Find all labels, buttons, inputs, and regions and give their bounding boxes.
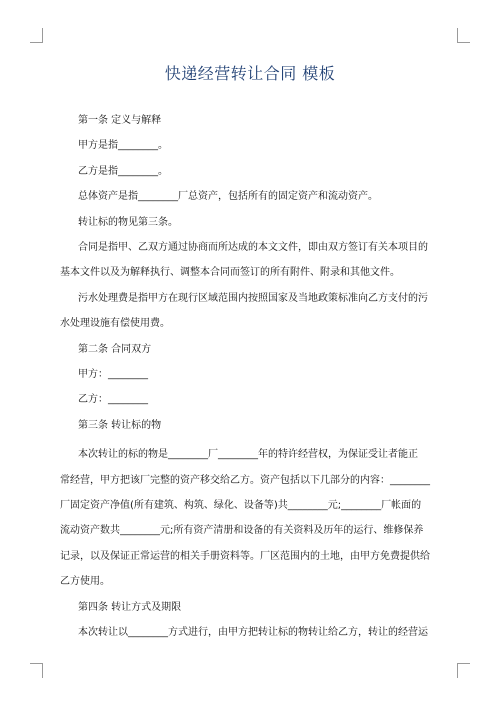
body-line: 污水处理费是指甲方在现行区域范围内按照国家及当地政策标准向乙方支付的污 (78, 292, 428, 304)
body-line: 流动资产数共________元;所有资产清册和设备的有关资料及历年的运行、维修保养 (60, 525, 424, 537)
body-line: 第二条 合同双方 (78, 343, 152, 355)
body-line: 水处理设施有偿使用费。 (60, 318, 170, 330)
crop-mark-top-right (457, 28, 470, 43)
crop-mark-bottom-left (30, 663, 43, 678)
body-line: 乙方使用。 (60, 576, 110, 588)
body-line: 记录，以及保证正常运营的相关手册资料等。厂区范围内的土地，由甲方免费提供给 (60, 550, 430, 562)
body-line: 乙方是指________。 (78, 165, 168, 177)
body-line: 总体资产是指________厂总资产，包括所有的固定资产和流动资产。 (78, 191, 378, 203)
body-line: 基本文件以及为解释执行、调整本合同而签订的所有附件、附录和其他文件。 (60, 267, 400, 279)
body-line: 转让标的物见第三条。 (78, 216, 178, 228)
document-body (60, 108, 446, 645)
body-line: 第一条 定义与解释 (78, 115, 162, 126)
crop-mark-bottom-right (457, 663, 470, 678)
body-line: 乙方：________ (78, 394, 148, 406)
body-line: 甲方：________ (78, 368, 148, 380)
body-line: 甲方是指________。 (78, 140, 168, 152)
body-line: 第三条 转让标的物 (78, 419, 162, 431)
body-line: 常经营，甲方把该厂完整的资产移交给乙方。资产包括以下几部分的内容：________ (60, 474, 430, 486)
body-line: 合同是指甲、乙双方通过协商而所达成的本文文件，即由双方签订有关本项目的 (78, 241, 428, 253)
body-line: 厂固定资产净值(所有建筑、构筑、绿化、设备等)共________元;________厂帐面的 (60, 500, 422, 512)
body-line: 本次转让以________方式进行，由甲方把转让标的物转让给乙方，转让的经营运 (78, 627, 428, 638)
document-title: 快递经营转让合同 模板 (164, 64, 336, 83)
body-line: 本次转让的标的物是________厂________年的特许经营权，为保证受让者能正 (78, 449, 418, 461)
body-line: 第四条 转让方式及期限 (78, 601, 182, 613)
crop-mark-top-left (30, 28, 43, 43)
